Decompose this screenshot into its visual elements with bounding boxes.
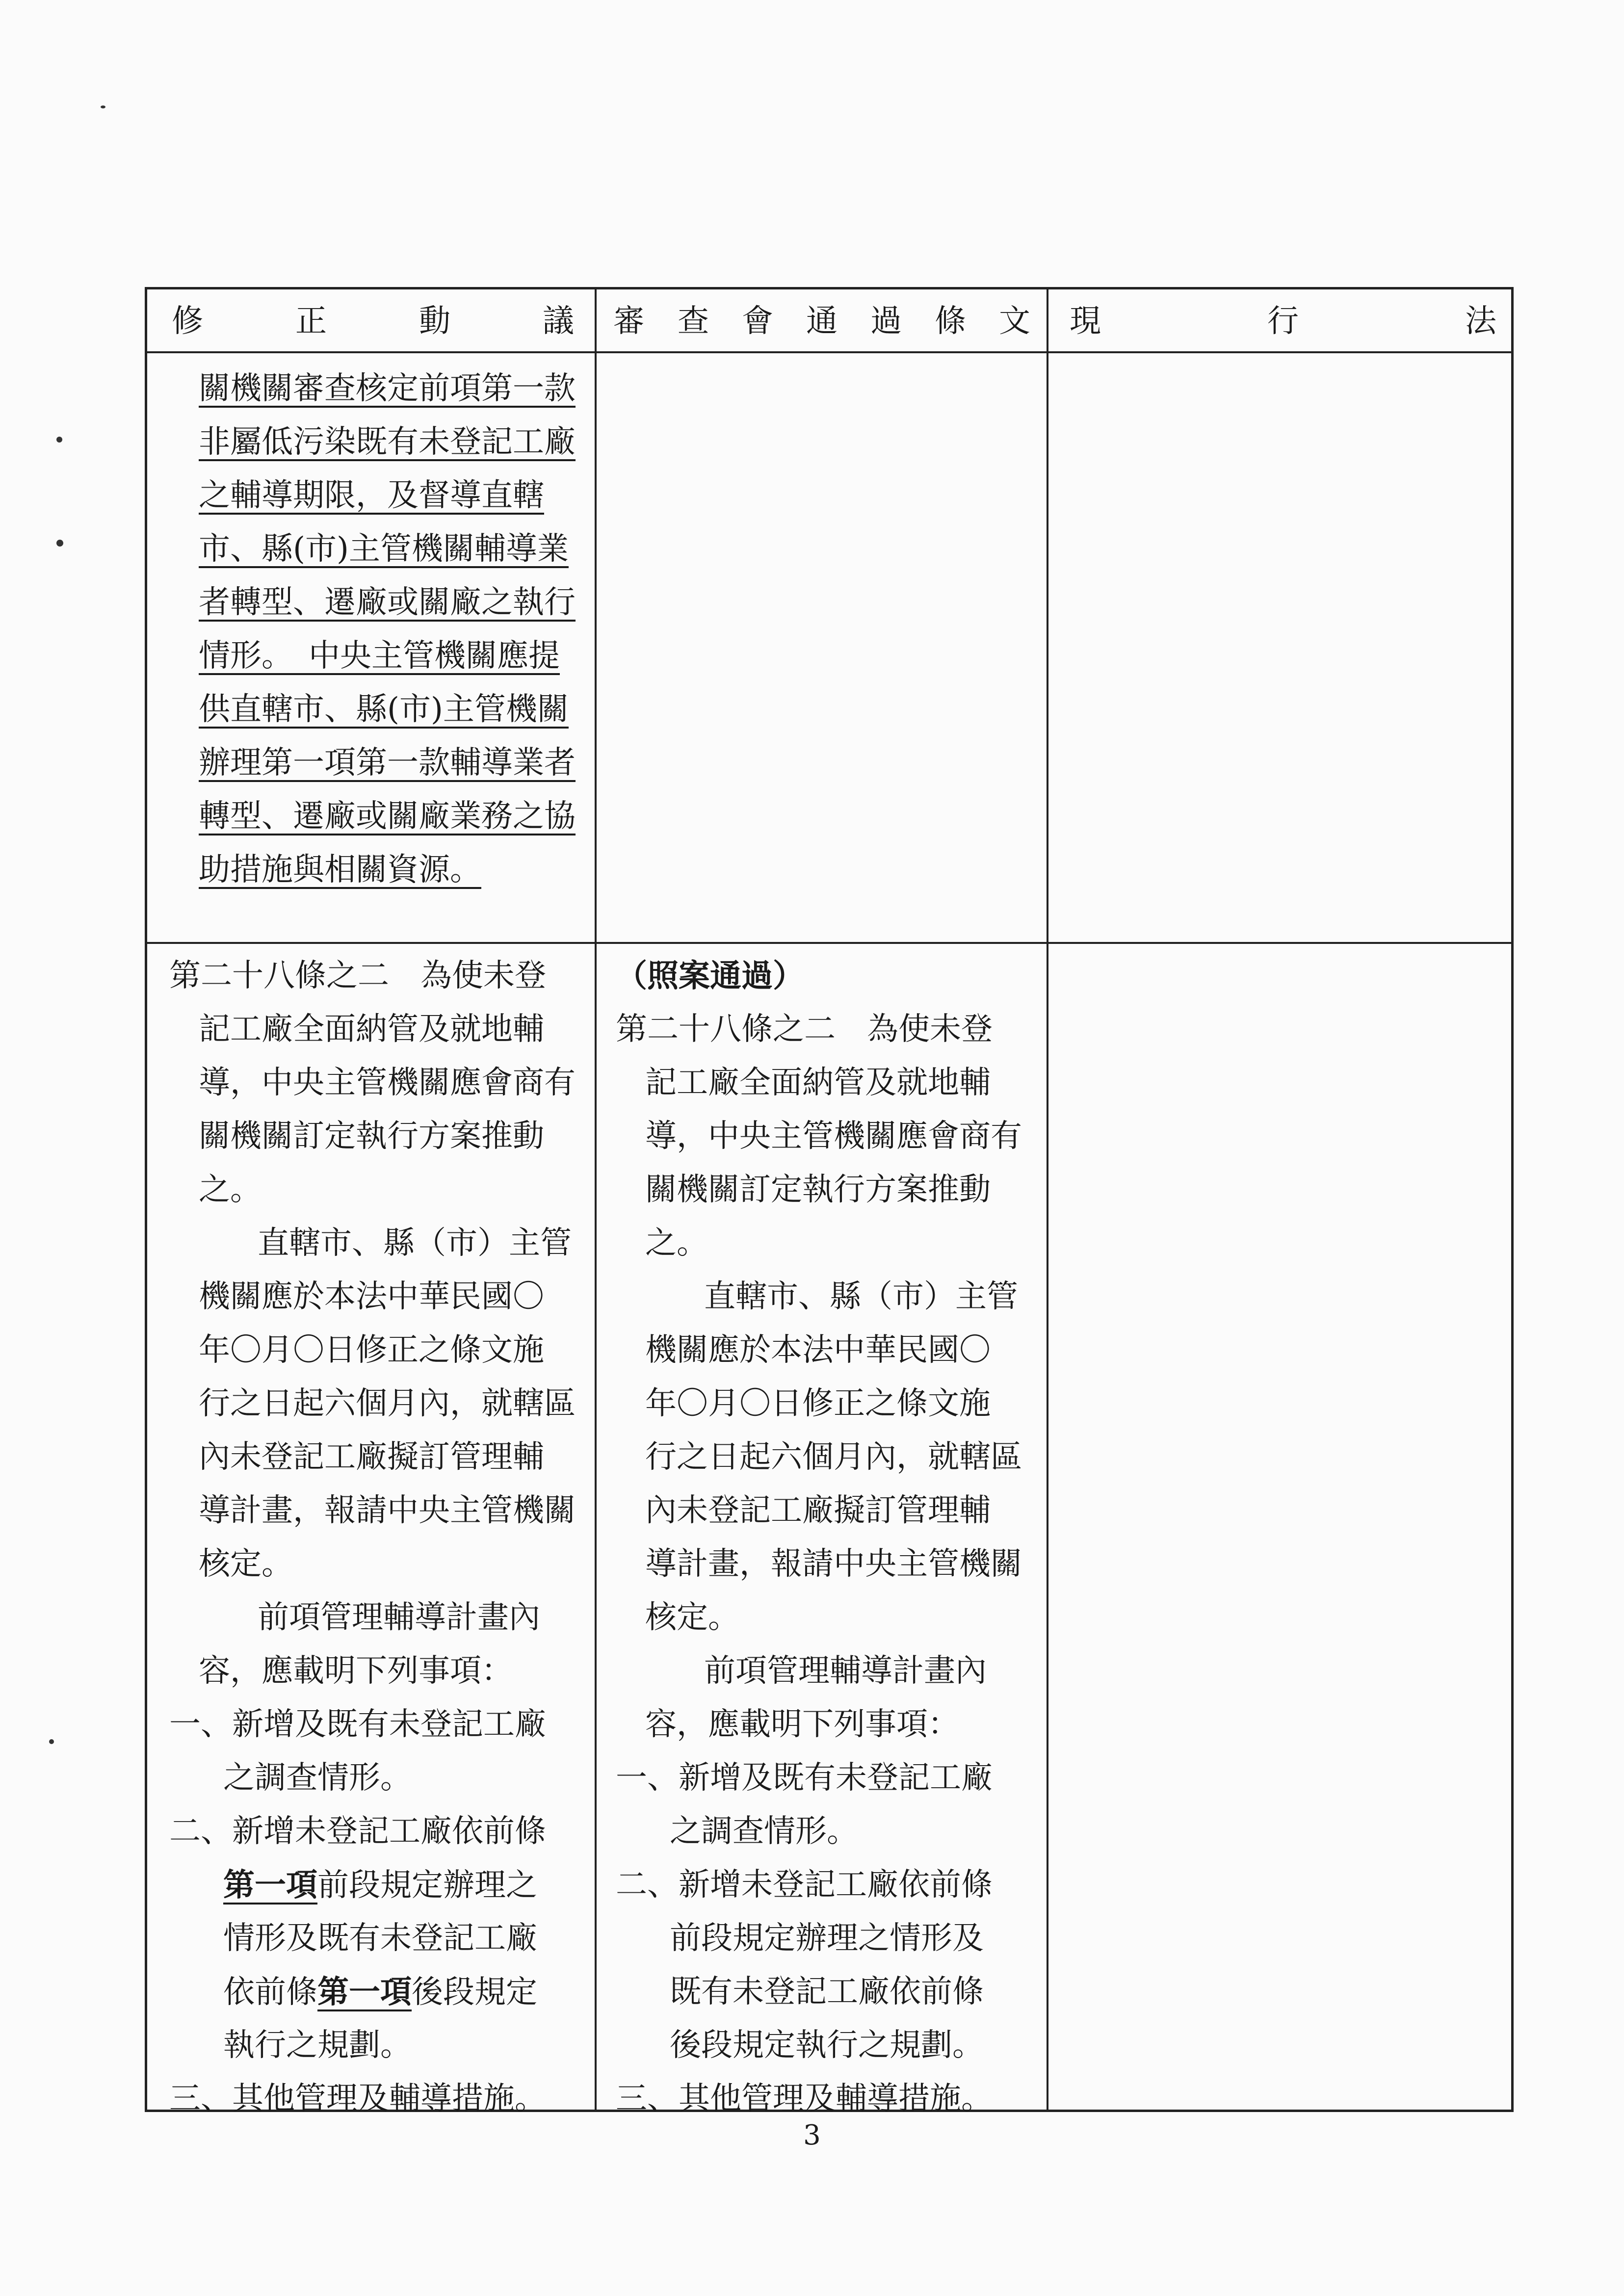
row2-review-text: （照案通過） 第二十八條之二 為使未登 記工廠全面納管及就地輔 導，中央主管機關應會商有 關機關訂定執行方案推動 之。 直轄市、縣（市）主管 機關應於本法中華民國〇 年〇月〇日修正之條文施 行之日起六個月內，就轄區 內未登記工廠擬訂管理輔 導計畫，報請中央主管機關 核定。 前項管理輔導計畫內 容，應載明下列事項： 一、新增及既有未登記工廠 之調查情形。 二、新增未登記工廠依前條 前段規定辦理之情形及 既有未登記工廠依前條 後段規定執行之規劃。 三、其他管理及輔導措施。 [616,949,1043,2126]
article-heading: 第二十八條之二 為使未登 [169,958,546,994]
amended-phrase: 第一項 [223,1867,317,1904]
scan-speck [56,437,62,443]
comparison-table [145,287,1514,2117]
row-divider [147,942,1511,944]
scan-speck [49,1739,54,1744]
amended-phrase: 第一項 [317,1974,412,2010]
row2-amendment-text: 第二十八條之二 為使未登 記工廠全面納管及就地輔 導，中央主管機關應會商有 關機關訂定執行方案推動 之。 直轄市、縣（市）主管 機關應於本法中華民國〇 年〇月〇日修正之條文施 行之日起六個月內，就轄區 內未登記工廠擬訂管理輔 導計畫，報請中央主管機關 核定。 前項管理輔導計畫內 容，應載明下列事項： 一、新增及既有未登記工廠 之調查情形。 二、新增未登記工廠依前條 第一項前段規定辦理之 情形及既有未登記工廠 依前條第一項後段規定 執行之規劃。 三、其他管理及輔導措施。 [169,949,591,2126]
column-divider-1 [595,289,597,2110]
header-col-amendment: 修 正 動 議 [162,289,584,353]
header-divider [147,351,1511,353]
row1-amendment-text: 關機關審查核定前項第一款 非屬低污染既有未登記工廠 之輔導期限，及督導直轄 市、縣(市)主管機關輔導業 者轉型、遷廠或關廠之執行 情形。 中央主管機關應提 供直轄市、縣(市)主管機關 辦理第一項第一款輔導業者 轉型、遷廠或關廠業務之協 助措施與相關資源。 [199,370,576,888]
page-number: 3 [803,2119,821,2151]
column-divider-2 [1047,289,1048,2110]
scan-speck [101,105,105,108]
header-col-review-passed: 審 查 會 通 過 條 文 [603,289,1040,353]
header-col-current-law: 現 行 法 [1060,289,1506,353]
scan-speck [56,540,63,547]
approved-note: （照案通過） [616,958,804,994]
article-heading: 第二十八條之二 為使未登 [616,1011,993,1047]
